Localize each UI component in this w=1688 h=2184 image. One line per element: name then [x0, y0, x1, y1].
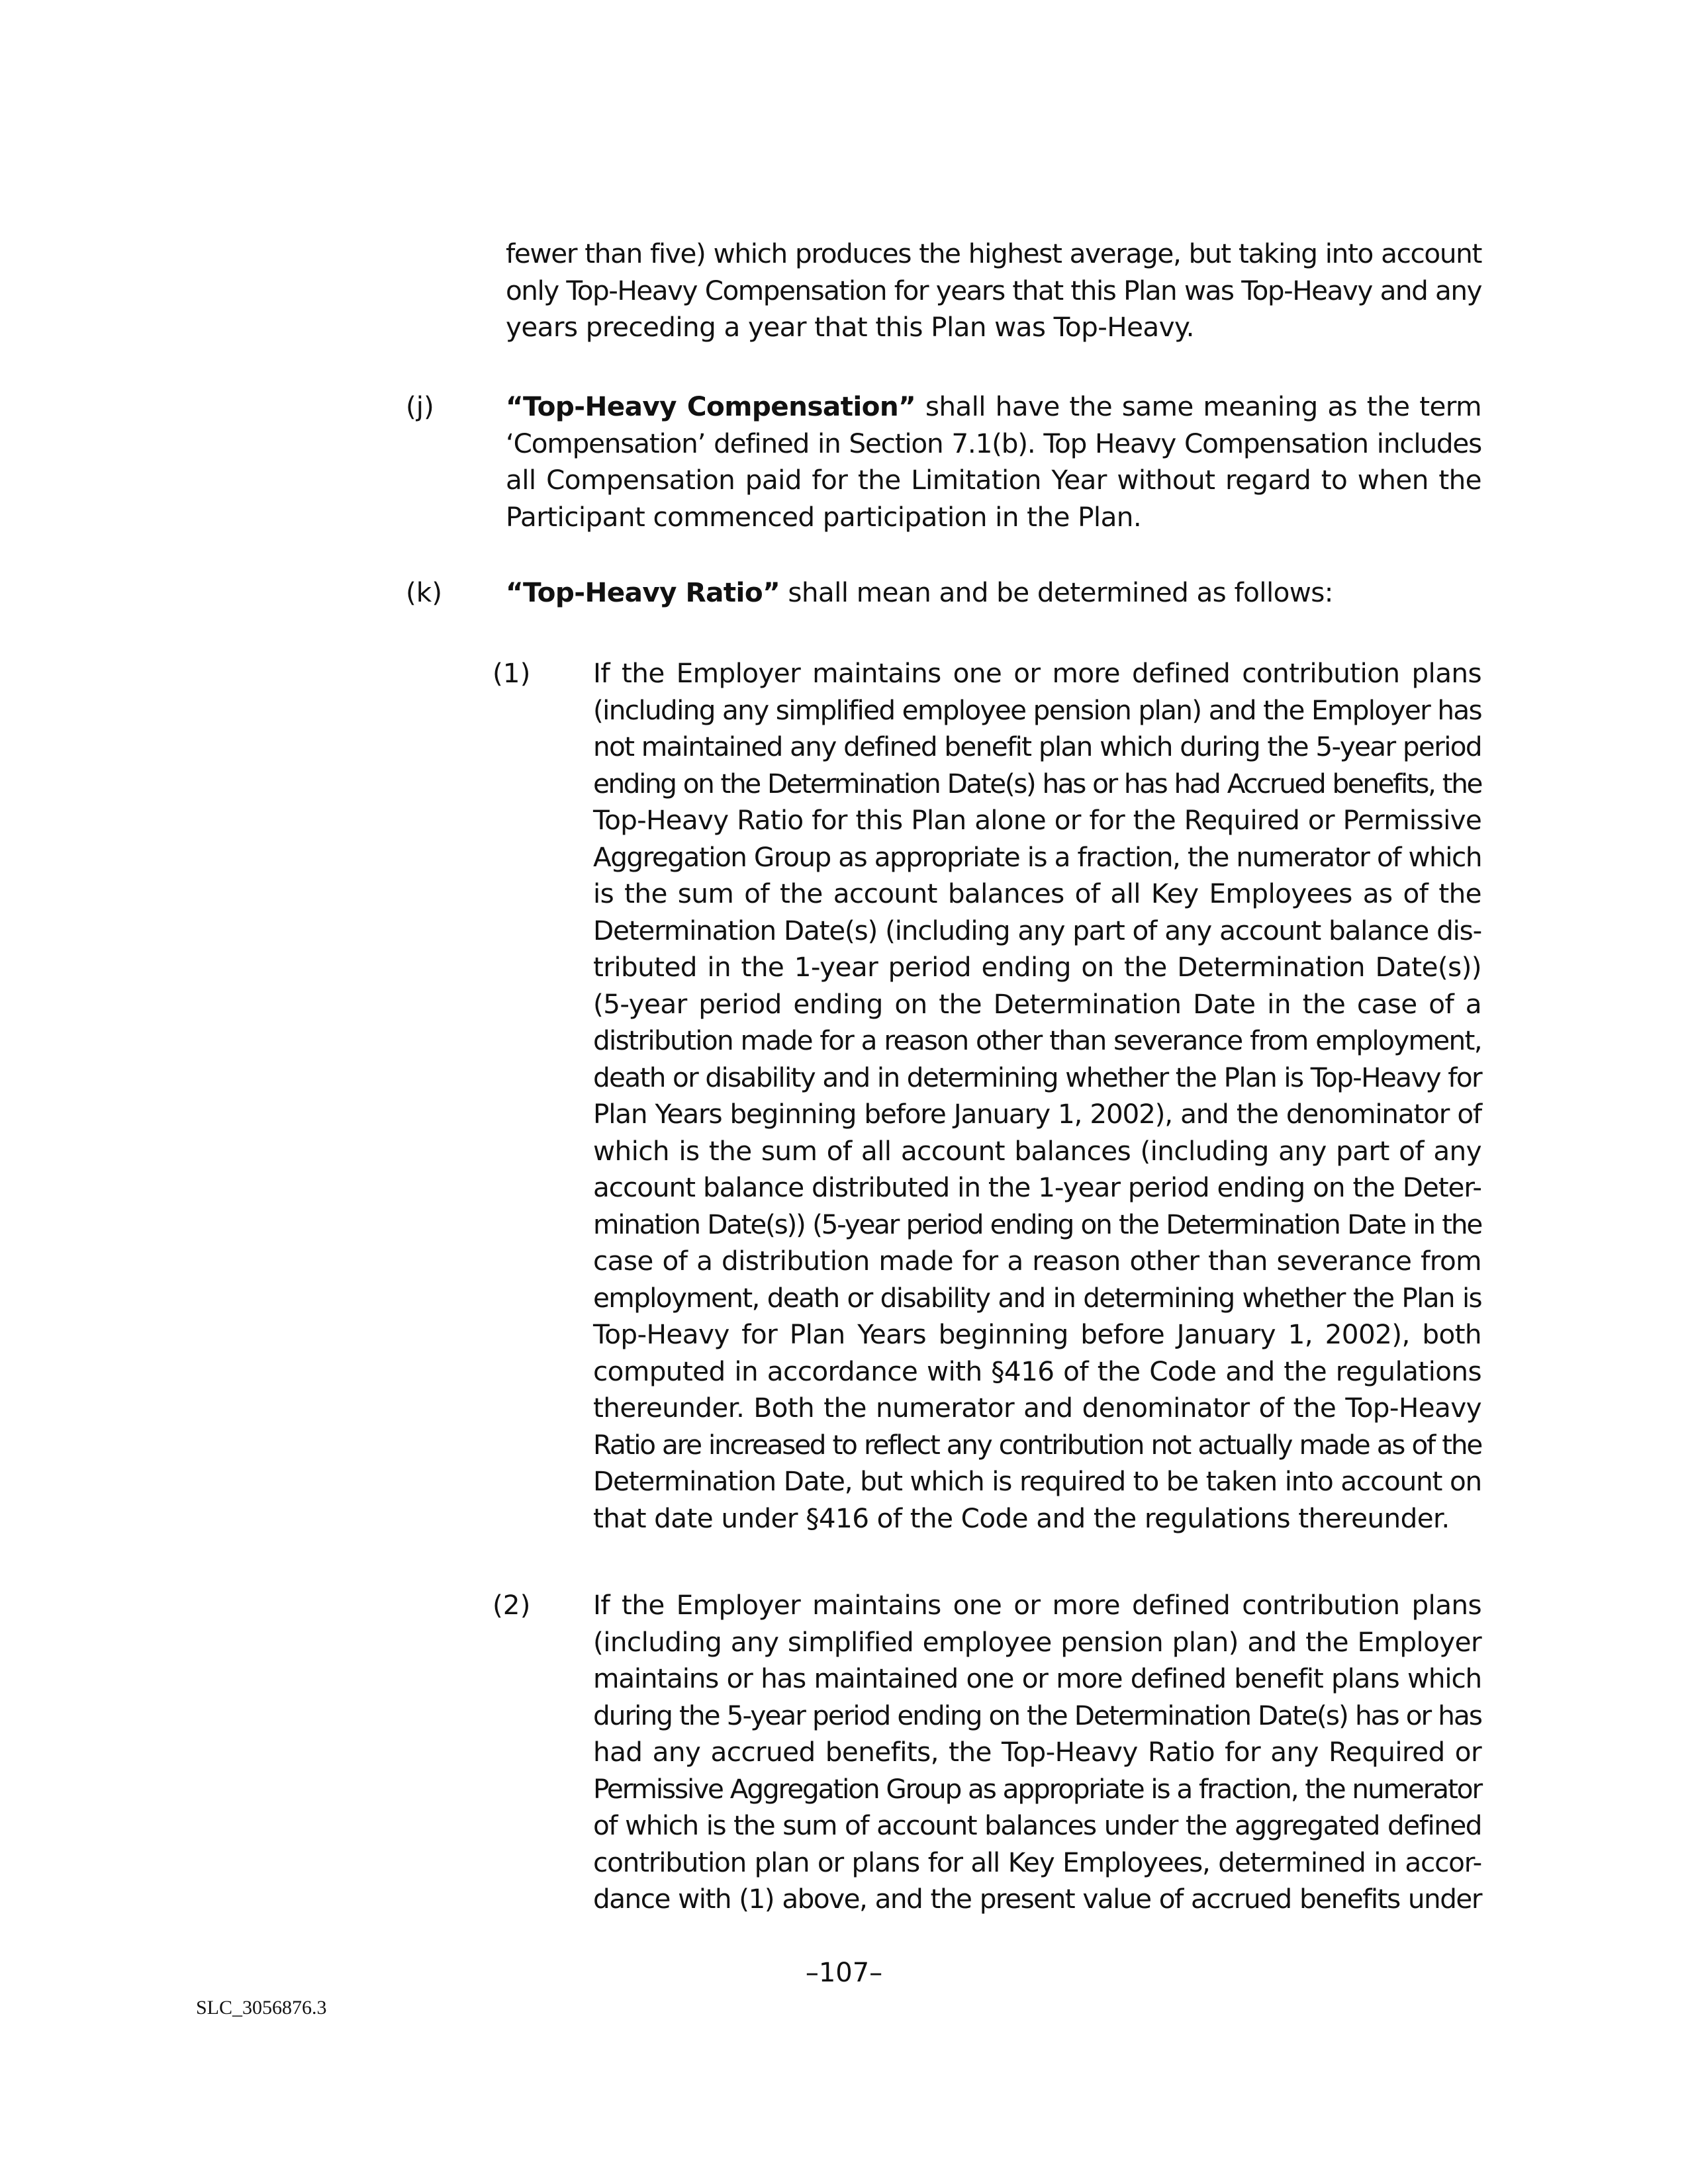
text-line: Aggregation Group as appropriate is a fraction, the numerator of which [593, 841, 1481, 873]
text-line: Determination Date, but which is required to be taken into account on [593, 1465, 1481, 1497]
text-line: during the 5-year period ending on the Determination Date(s) has or has [593, 1699, 1481, 1731]
text-line [506, 388, 1481, 426]
text-line: Permissive Aggregation Group as appropriate is a fraction, the numerator [593, 1772, 1481, 1805]
text-line: mination Date(s)) (5-year period ending on the Determination Date in the [593, 1208, 1481, 1240]
section-j-body [506, 388, 1481, 535]
section-k-body [506, 574, 1481, 612]
text-line: Participant commenced participation in the Plan. [506, 500, 1142, 533]
text-line: distribution made for a reason other than severance from employment, [593, 1024, 1481, 1056]
text-line [506, 574, 1481, 612]
page-number: –107– [805, 1958, 883, 1988]
text-line: only Top-Heavy Compensation for years that this Plan was Top-Heavy and any [506, 274, 1481, 306]
text-line: fewer than five) which produces the highest average, but taking into account [506, 238, 1481, 269]
text-line: which is the sum of all account balances (including any part of any [593, 1134, 1481, 1167]
text-line: that date under §416 of the Code and the regulations thereunder. [593, 1502, 1450, 1534]
text-line: If the Employer maintains one or more defined contribution plans [593, 657, 1481, 689]
term-definition: shall mean and be determined as follows: [780, 576, 1333, 608]
text-line: ‘Compensation’ defined in Section 7.1(b). Top Heavy Compensation includes [506, 427, 1481, 459]
text-line: years preceding a year that this Plan was Top-Heavy. [506, 311, 1194, 343]
text-line: not maintained any defined benefit plan which during the 5-year period [593, 731, 1481, 762]
text-line: contribution plan or plans for all Key Employees, determined in accor- [593, 1846, 1481, 1878]
text-line: ending on the Determination Date(s) has or has had Accrued benefits, the [593, 767, 1481, 799]
section-j-label: (j) [406, 390, 434, 422]
paragraph-1-body [593, 655, 1481, 1537]
text-line: Plan Years beginning before January 1, 2002), and the denominator of [593, 1098, 1481, 1130]
text-line: maintains or has maintained one or more defined benefit plans which [593, 1662, 1481, 1694]
text-line: Determination Date(s) (including any part of any account balance dis- [593, 914, 1481, 946]
paragraph-2-label: (2) [492, 1589, 531, 1621]
defined-term: “Top-Heavy Compensation” [506, 390, 916, 422]
text-line: If the Employer maintains one or more defined contribution plans [593, 1589, 1481, 1621]
text-line: is the sum of the account balances of all Key Employees as of the [593, 878, 1481, 909]
section-k-label: (k) [406, 576, 443, 608]
text-line: dance with (1) above, and the present value of accrued benefits under [593, 1883, 1481, 1915]
text-line: (including any simplified employee pension plan) and the Employer has [593, 694, 1481, 726]
text-line: account balance distributed in the 1-year period ending on the Deter- [593, 1171, 1481, 1203]
text-line: tributed in the 1-year period ending on the Determination Date(s)) [593, 951, 1481, 983]
text-line: Top-Heavy for Plan Years beginning before January 1, 2002), both [593, 1318, 1481, 1350]
term-definition-start: shall have the same meaning as the term [915, 390, 1481, 422]
text-line: (including any simplified employee pension plan) and the Employer [593, 1625, 1481, 1658]
paragraph-2-body [593, 1587, 1481, 1918]
text-line: thereunder. Both the numerator and denominator of the Top-Heavy [593, 1392, 1481, 1424]
text-line: (5-year period ending on the Determination Date in the case of a [593, 987, 1481, 1020]
text-line: Top-Heavy Ratio for this Plan alone or for the Required or Permissive [593, 804, 1481, 836]
text-line: had any accrued benefits, the Top-Heavy Ratio for any Required or [593, 1736, 1481, 1768]
text-line: all Compensation paid for the Limitation Year without regard to when the [506, 464, 1481, 496]
text-line: computed in accordance with §416 of the Code and the regulations [593, 1355, 1481, 1387]
text-line: Ratio are increased to reflect any contribution not actually made as of the [593, 1428, 1481, 1461]
defined-term: “Top-Heavy Ratio” [506, 576, 780, 608]
continuation-paragraph [506, 236, 1481, 346]
text-line: case of a distribution made for a reason other than severance from [593, 1245, 1481, 1277]
text-line: of which is the sum of account balances under the aggregated defined [593, 1809, 1481, 1841]
paragraph-1-label: (1) [492, 657, 531, 689]
document-id: SLC_3056876.3 [196, 1997, 327, 2019]
text-line: death or disability and in determining whether the Plan is Top-Heavy for [593, 1061, 1481, 1093]
text-line: employment, death or disability and in determining whether the Plan is [593, 1281, 1481, 1314]
